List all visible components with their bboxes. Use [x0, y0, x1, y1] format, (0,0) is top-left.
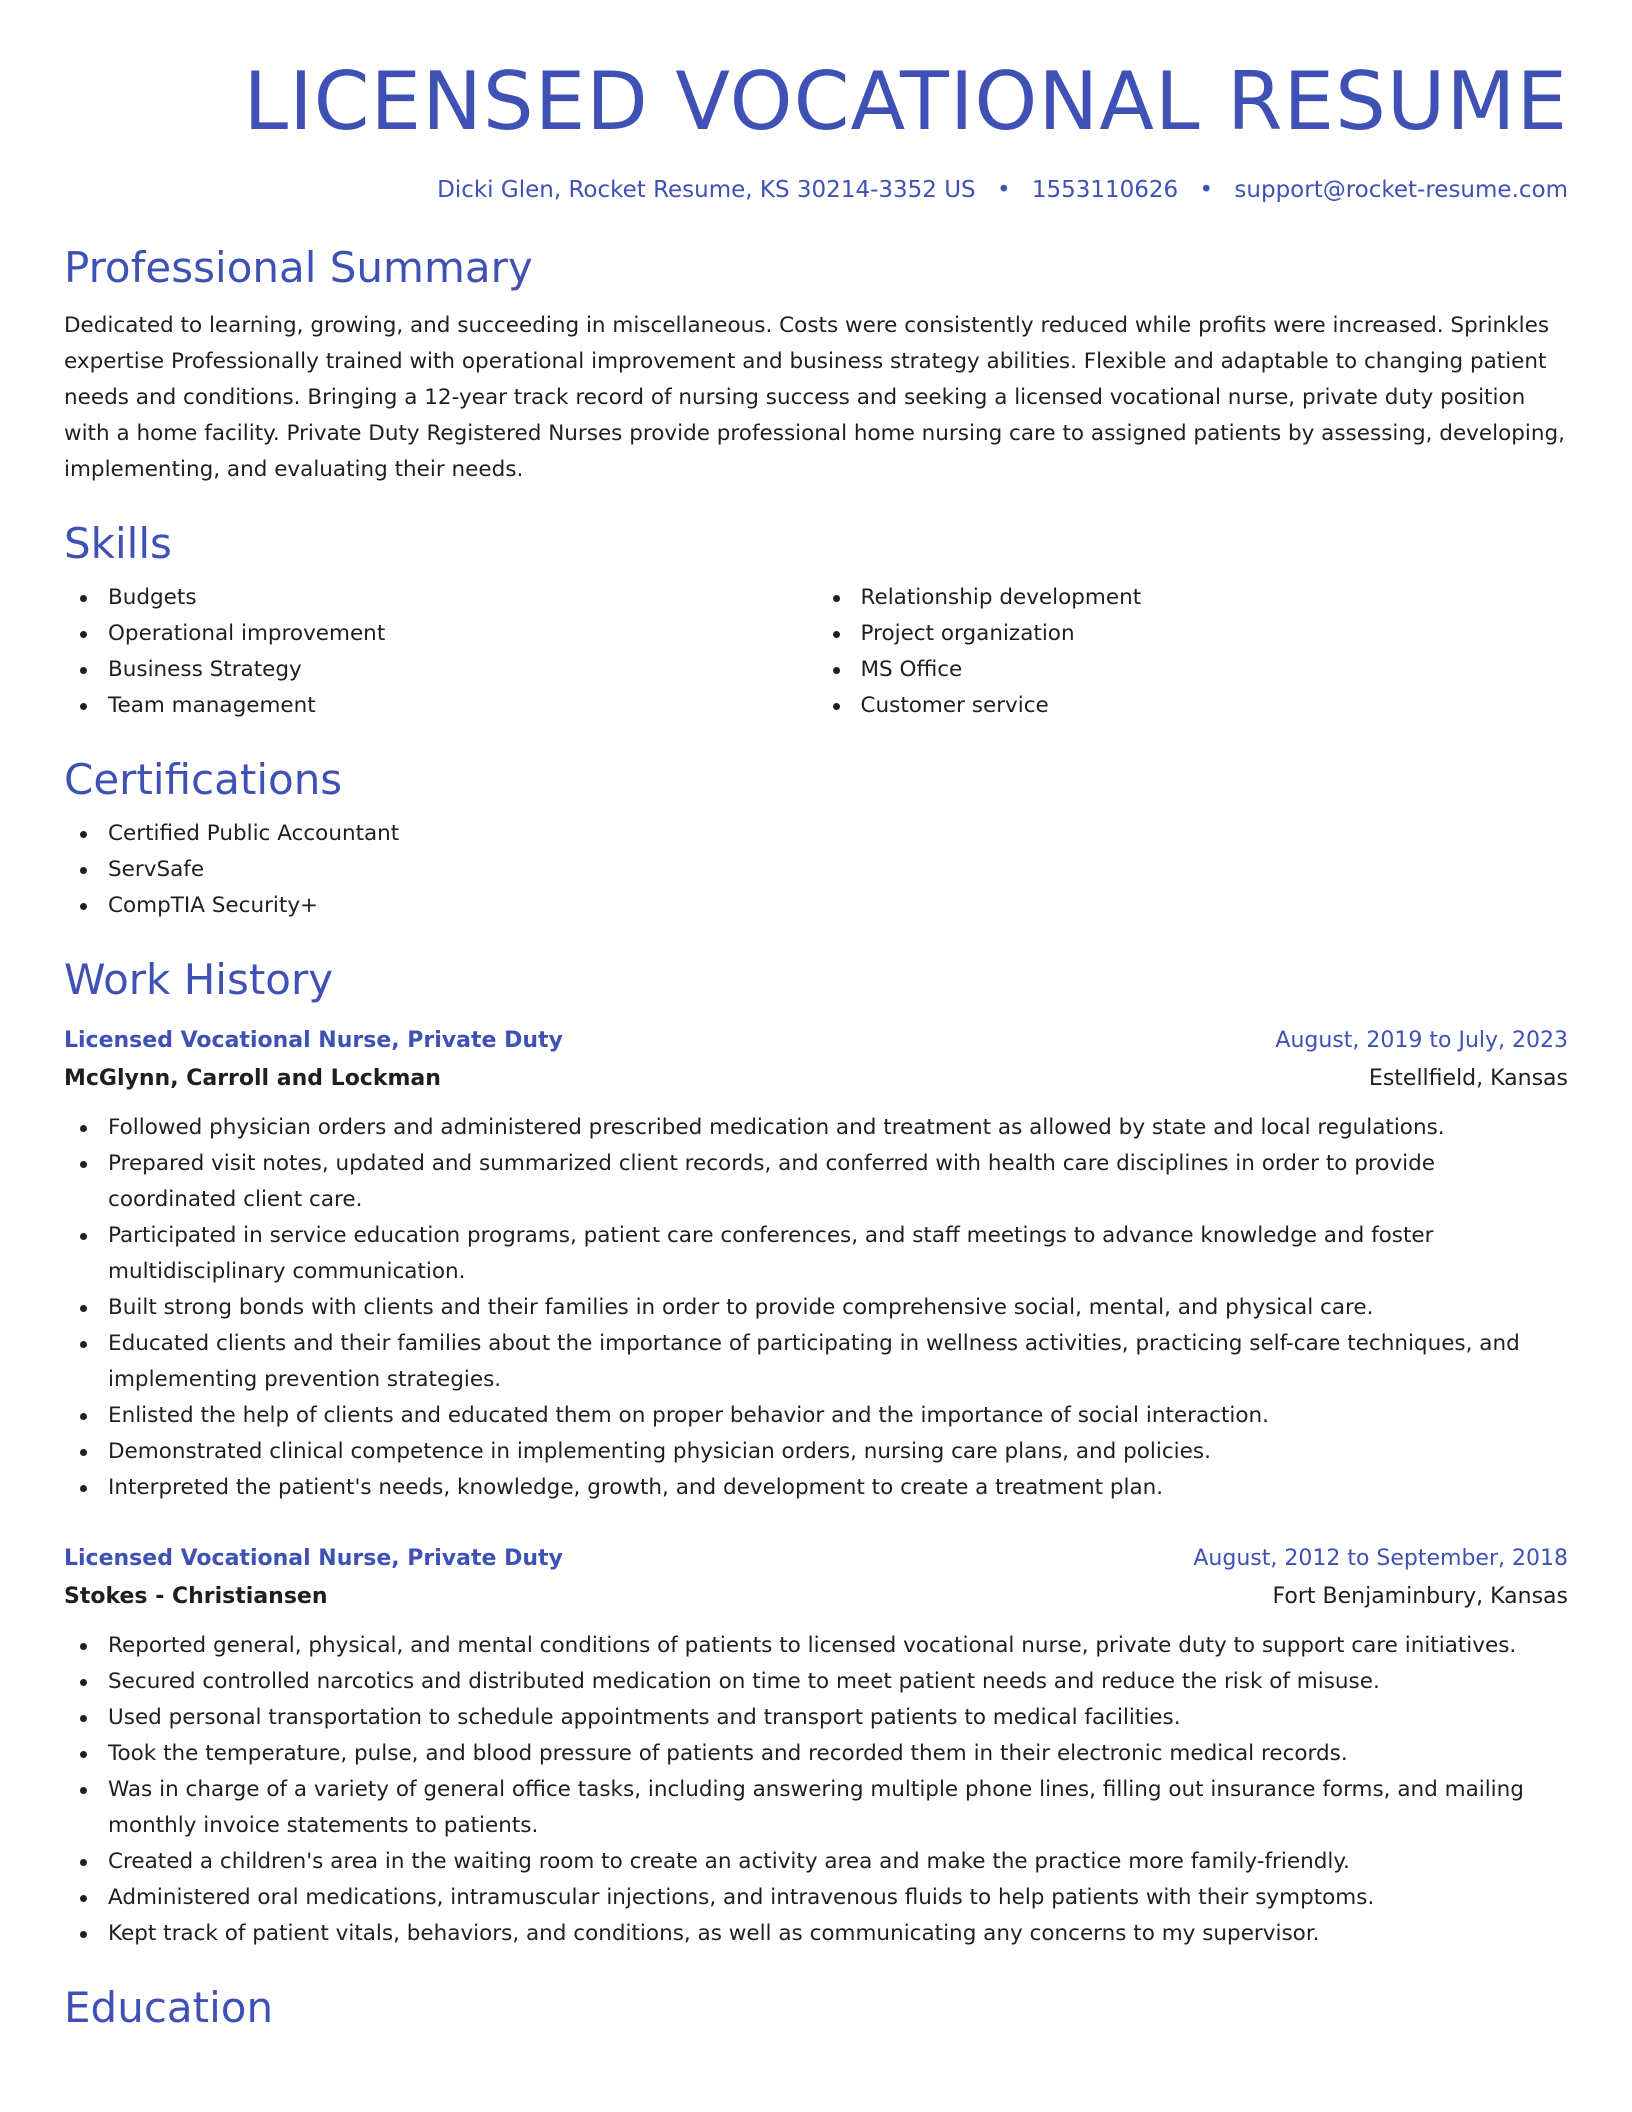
- skill-item: Budgets: [64, 580, 816, 616]
- job-header-row: [64, 1540, 1568, 1578]
- job-company: McGlynn, Carroll and Lockman: [64, 1066, 441, 1091]
- job-duties-list: [64, 1110, 1568, 1506]
- job-header-row: [64, 1022, 1568, 1060]
- certifications-list: [64, 816, 1568, 924]
- section-heading-summary: Professional Summary: [64, 243, 533, 292]
- job-duty-item: Prepared visit notes, updated and summarized client records, and conferred with health care disciplines in order to provide coordinated client care.: [64, 1146, 1568, 1218]
- job-duty-item: Created a children's area in the waiting room to create an activity area and make the practice more family-friendly.: [64, 1844, 1568, 1880]
- job-company: Stokes - Christiansen: [64, 1584, 328, 1609]
- job-duty-item: Interpreted the patient's needs, knowledge, growth, and development to create a treatment plan.: [64, 1470, 1568, 1506]
- job-dates: August, 2012 to September, 2018: [1193, 1546, 1568, 1571]
- certification-item: ServSafe: [64, 852, 1568, 888]
- job-duty-item: Reported general, physical, and mental conditions of patients to licensed vocational nurse, private duty to support care initiatives.: [64, 1628, 1568, 1664]
- job-dates: August, 2019 to July, 2023: [1275, 1028, 1568, 1053]
- skill-item: Team management: [64, 688, 816, 724]
- job-duty-item: Kept track of patient vitals, behaviors, and conditions, as well as communicating any concerns to my supervisor.: [64, 1916, 1568, 1952]
- section-heading-education: Education: [64, 1983, 274, 2032]
- skill-item: Operational improvement: [64, 616, 816, 652]
- contact-line: [64, 174, 1568, 206]
- contact-phone: 1553110626: [1031, 177, 1179, 203]
- skills-column-right: [816, 580, 1569, 724]
- job-duty-item: Educated clients and their families about the importance of participating in wellness activities, practicing self-care techniques, and implementing prevention strategies.: [64, 1326, 1568, 1398]
- job-entry: [64, 1540, 1568, 1952]
- section-heading-skills: Skills: [64, 519, 172, 568]
- skills-list-left: [64, 580, 816, 724]
- job-duties-list: [64, 1628, 1568, 1952]
- job-location: Fort Benjaminbury, Kansas: [1272, 1584, 1568, 1609]
- skills-list-right: [817, 580, 1569, 724]
- skills-column-left: [64, 580, 816, 724]
- section-heading-work-history: Work History: [64, 955, 334, 1004]
- job-entry: [64, 1022, 1568, 1506]
- job-duty-item: Followed physician orders and administered prescribed medication and treatment as allowed by state and local regulations.: [64, 1110, 1568, 1146]
- resume-title: LICENSED VOCATIONAL RESUME: [243, 55, 1568, 148]
- job-duty-item: Demonstrated clinical competence in implementing physician orders, nursing care plans, and policies.: [64, 1434, 1568, 1470]
- section-heading-certifications: Certifications: [64, 755, 343, 804]
- skill-item: Business Strategy: [64, 652, 816, 688]
- job-duty-item: Enlisted the help of clients and educated them on proper behavior and the importance of social interaction.: [64, 1398, 1568, 1434]
- skill-item: Project organization: [817, 616, 1569, 652]
- certification-item: CompTIA Security+: [64, 888, 1568, 924]
- certification-item: Certified Public Accountant: [64, 816, 1568, 852]
- job-duty-item: Participated in service education programs, patient care conferences, and staff meetings to advance knowledge and foster multidisciplinary communication.: [64, 1218, 1568, 1290]
- job-duty-item: Secured controlled narcotics and distributed medication on time to meet patient needs and reduce the risk of misuse.: [64, 1664, 1568, 1700]
- summary-text: Dedicated to learning, growing, and succeeding in miscellaneous. Costs were consistently reduced while profits were increased. Sprinkles expertise Professionally trained with operational improvement and business strategy abilities. Flexible and adaptable to changing patient needs and conditions. Bringing a 12-year track record of nursing success and seeking a licensed vocational nurse, private duty position with a home facility. Private Duty Registered Nurses provide professional home nursing care to assigned patients by assessing, developing, implementing, and evaluating their needs.: [64, 313, 1565, 482]
- skill-item: Customer service: [817, 688, 1569, 724]
- contact-separator: •: [1199, 177, 1214, 203]
- contact-address: Dicki Glen, Rocket Resume, KS 30214-3352 US: [437, 177, 976, 203]
- contact-separator: •: [996, 177, 1011, 203]
- job-duty-item: Took the temperature, pulse, and blood pressure of patients and recorded them in their electronic medical records.: [64, 1736, 1568, 1772]
- skills-grid: [64, 580, 1568, 724]
- job-location: Estellfield, Kansas: [1368, 1066, 1568, 1091]
- job-employer-row: [64, 1578, 1568, 1616]
- job-duty-item: Built strong bonds with clients and their families in order to provide comprehensive social, mental, and physical care.: [64, 1290, 1568, 1326]
- job-duty-item: Was in charge of a variety of general office tasks, including answering multiple phone lines, filling out insurance forms, and mailing monthly invoice statements to patients.: [64, 1772, 1568, 1844]
- job-title: Licensed Vocational Nurse, Private Duty: [64, 1028, 563, 1053]
- job-employer-row: [64, 1060, 1568, 1098]
- skill-item: MS Office: [817, 652, 1569, 688]
- job-title: Licensed Vocational Nurse, Private Duty: [64, 1546, 563, 1571]
- contact-email: support@rocket-resume.com: [1234, 177, 1568, 203]
- job-duty-item: Used personal transportation to schedule appointments and transport patients to medical facilities.: [64, 1700, 1568, 1736]
- job-duty-item: Administered oral medications, intramuscular injections, and intravenous fluids to help patients with their symptoms.: [64, 1880, 1568, 1916]
- skill-item: Relationship development: [817, 580, 1569, 616]
